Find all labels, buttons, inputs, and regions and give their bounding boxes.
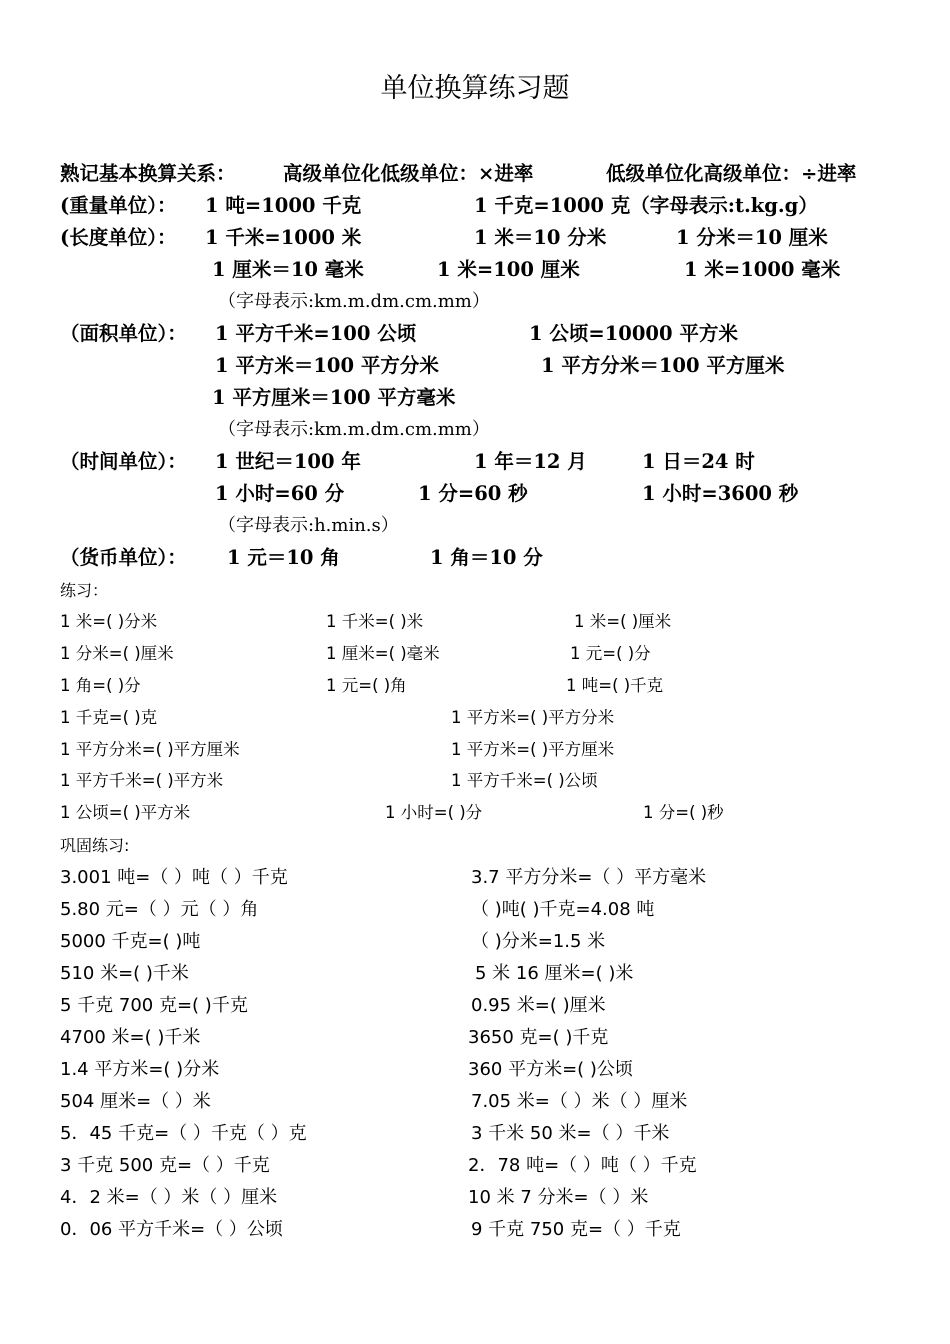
length-letters: （字母表示:km.m.dm.cm.mm） xyxy=(218,291,490,312)
practice-row xyxy=(0,608,950,638)
time-rule: 1 小时=3600 秒 xyxy=(642,482,799,505)
consolidation-row xyxy=(0,1023,950,1053)
consolidation-item: （ )分米=1.5 米 xyxy=(471,931,606,952)
practice-item: 1 分=( )秒 xyxy=(643,803,724,822)
rules-row xyxy=(0,158,950,188)
consolidation-row xyxy=(0,927,950,957)
length-row xyxy=(0,254,950,284)
time-row xyxy=(0,478,950,508)
money-row xyxy=(0,542,950,572)
rule-high-to-low: 高级单位化低级单位：×进率 xyxy=(283,162,534,185)
practice-item: 1 平方千米=( )平方米 xyxy=(60,771,224,790)
time-rule: 1 日＝24 时 xyxy=(642,450,755,473)
consolidation-item: 7.05 米=（ ）米（ ）厘米 xyxy=(471,1091,688,1112)
area-rule: 1 公顷=10000 平方米 xyxy=(529,322,738,345)
weight-rule: 1 千克=1000 克（字母表示:t.kg.g） xyxy=(474,194,818,217)
consolidation-item: 1.4 平方米=( )分米 xyxy=(60,1059,220,1080)
consolidation-item: 3 千克 500 克=（ ）千克 xyxy=(60,1155,270,1176)
consolidation-item: 3 千米 50 米=（ ）千米 xyxy=(471,1123,670,1144)
consolidation-row xyxy=(0,1215,950,1245)
length-rule: 1 厘米＝10 毫米 xyxy=(212,258,364,281)
length-rule: 1 米=1000 毫米 xyxy=(684,258,841,281)
money-rule: 1 角＝10 分 xyxy=(430,546,543,569)
practice-row xyxy=(0,799,950,829)
area-letters-row xyxy=(0,415,950,445)
practice-row xyxy=(0,767,950,797)
consolidation-item: （ )吨( )千克=4.08 吨 xyxy=(471,899,655,920)
consolidation-item: 2．78 吨=（ ）吨（ ）千克 xyxy=(468,1155,697,1176)
practice-item: 1 千克=( )克 xyxy=(60,708,158,727)
practice-item: 1 平方千米=( )公顷 xyxy=(451,771,598,790)
consolidation-row xyxy=(0,1119,950,1149)
length-rule: 1 米＝10 分米 xyxy=(474,226,607,249)
practice-row xyxy=(0,704,950,734)
consolidation-row xyxy=(0,1055,950,1085)
weight-label: (重量单位）： xyxy=(60,194,177,217)
consolidation-item: 5000 千克=( )吨 xyxy=(60,931,201,952)
practice-item: 1 平方分米=( )平方厘米 xyxy=(60,740,240,759)
area-rule: 1 平方千米=100 公顷 xyxy=(215,322,417,345)
consolidation-item: 5 千克 700 克=( )千克 xyxy=(60,995,248,1016)
page-title: 单位换算练习题 xyxy=(380,73,570,104)
practice-item: 1 元=( )分 xyxy=(570,644,651,663)
rules-heading: 熟记基本换算关系： xyxy=(60,162,236,185)
length-label: (长度单位）： xyxy=(60,226,177,249)
money-label: （货币单位）： xyxy=(60,546,187,569)
area-row xyxy=(0,318,950,348)
area-label: （面积单位）： xyxy=(60,322,187,345)
time-letters: （字母表示:h.min.s） xyxy=(218,515,399,536)
consolidation-item: 504 厘米=（ ）米 xyxy=(60,1091,211,1112)
practice-row xyxy=(0,672,950,702)
time-rule: 1 年＝12 月 xyxy=(474,450,587,473)
area-row xyxy=(0,350,950,380)
practice-heading: 练习： xyxy=(60,581,109,600)
consolidation-item: 5 米 16 厘米=( )米 xyxy=(475,963,634,984)
practice-item: 1 小时=( )分 xyxy=(385,803,483,822)
consolidation-row xyxy=(0,991,950,1021)
practice-row xyxy=(0,640,950,670)
consolidation-item: 5．45 千克=（ ）千克（ ）克 xyxy=(60,1123,307,1144)
money-rule: 1 元＝10 角 xyxy=(227,546,340,569)
practice-item: 1 平方米=( )平方分米 xyxy=(451,708,615,727)
practice-item: 1 元=( )角 xyxy=(326,676,407,695)
consolidation-row xyxy=(0,959,950,989)
time-rule: 1 分=60 秒 xyxy=(418,482,528,505)
time-rule: 1 世纪＝100 年 xyxy=(215,450,361,473)
rule-low-to-high: 低级单位化高级单位：÷进率 xyxy=(606,162,857,185)
consolidation-item: 510 米=( )千米 xyxy=(60,963,189,984)
practice-item: 1 吨=( )千克 xyxy=(566,676,664,695)
practice-item: 1 千米=( )米 xyxy=(326,612,424,631)
practice-heading-row xyxy=(0,578,950,608)
practice-item: 1 分米=( )厘米 xyxy=(60,644,174,663)
practice-item: 1 米=( )分米 xyxy=(60,612,158,631)
practice-item: 1 公顷=( )平方米 xyxy=(60,803,191,822)
time-label: （时间单位）： xyxy=(60,450,187,473)
practice-item: 1 米=( )厘米 xyxy=(574,612,672,631)
consolidation-item: 360 平方米=( )公顷 xyxy=(468,1059,633,1080)
consolidation-row xyxy=(0,1087,950,1117)
area-rule: 1 平方厘米＝100 平方毫米 xyxy=(212,386,456,409)
time-rule: 1 小时=60 分 xyxy=(215,482,345,505)
consolidation-item: 9 千克 750 克=（ ）千克 xyxy=(471,1219,681,1240)
consolidation-item: 3.7 平方分米=（ ）平方毫米 xyxy=(471,867,707,888)
practice-item: 1 角=( )分 xyxy=(60,676,141,695)
area-letters: （字母表示:km.m.dm.cm.mm） xyxy=(218,419,490,440)
consolidation-row xyxy=(0,1151,950,1181)
practice-item: 1 平方米=( )平方厘米 xyxy=(451,740,615,759)
area-rule: 1 平方分米＝100 平方厘米 xyxy=(541,354,785,377)
practice-item: 1 厘米=( )毫米 xyxy=(326,644,440,663)
consolidation-row xyxy=(0,895,950,925)
area-rule: 1 平方米＝100 平方分米 xyxy=(215,354,439,377)
time-letters-row xyxy=(0,511,950,541)
length-letters-row xyxy=(0,287,950,317)
time-row xyxy=(0,446,950,476)
consolidation-item: 0．06 平方千米=（ ）公顷 xyxy=(60,1219,283,1240)
consolidation-row xyxy=(0,1183,950,1213)
consolidation-item: 3650 克=( )千克 xyxy=(468,1027,609,1048)
length-row xyxy=(0,222,950,252)
consolidation-item: 10 米 7 分米=（ ）米 xyxy=(468,1187,649,1208)
weight-row xyxy=(0,190,950,220)
consolidation-row xyxy=(0,863,950,893)
practice-row xyxy=(0,736,950,766)
length-rule: 1 千米=1000 米 xyxy=(205,226,362,249)
area-row xyxy=(0,382,950,412)
consolidation-item: 4700 米=( )千米 xyxy=(60,1027,201,1048)
consolidation-item: 4．2 米=（ ）米（ ）厘米 xyxy=(60,1187,278,1208)
length-rule: 1 分米＝10 厘米 xyxy=(676,226,828,249)
consolidation-heading: 巩固练习: xyxy=(60,836,130,855)
length-rule: 1 米=100 厘米 xyxy=(437,258,580,281)
weight-rule: 1 吨=1000 千克 xyxy=(205,194,362,217)
consolidation-item: 5.80 元=（ ）元（ ）角 xyxy=(60,899,259,920)
consolidation-item: 3.001 吨=（ ）吨（ ）千克 xyxy=(60,867,288,888)
consolidation-heading-row xyxy=(0,833,950,863)
consolidation-item: 0.95 米=( )厘米 xyxy=(471,995,606,1016)
